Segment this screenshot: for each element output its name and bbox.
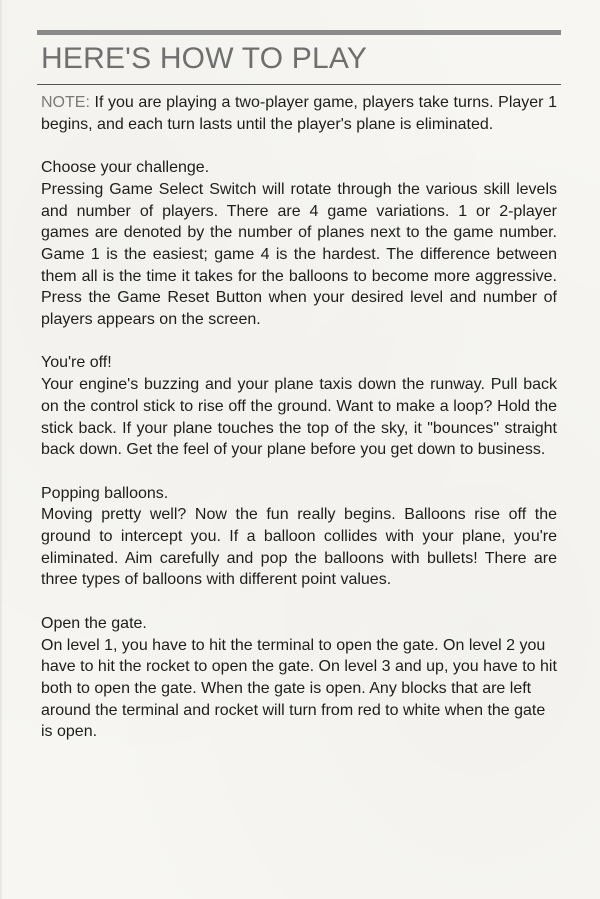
section-open-gate [41,613,557,743]
section-popping-balloons [41,483,557,592]
note-paragraph [41,92,557,135]
note-text: If you are playing a two-player game, players take turns. Player 1 begins, and each turn lasts until the player's plane is eliminated. [41,94,558,133]
heading-underline [37,84,561,85]
section-title: Open the gate. [41,614,147,632]
section-text: On level 1, you have to hit the terminal to open the gate. On level 2 you have to hit the rocket to open the gate. On level 3 and up, you have to hit both to open the gate. When the gate is open. Any blocks that are left around the terminal and rocket will turn from red to white when the gate is open. [41,636,557,741]
section-text: Moving pretty well? Now the fun really begins. Balloons rise off the ground to intercept you. If a balloon collides with your plane, you're eliminated. Aim carefully and pop the balloons with bullets! There are three types of balloons with different point values. [41,506,557,589]
section-text: Your engine's buzzing and your plane taxis down the runway. Pull back on the control stick to rise off the ground. Want to make a loop? Hold the stick back. If your plane touches the top of the sky, it "bounces" straight back down. Get the feel of your plane before you get down to business. [41,376,557,459]
page-heading: HERE'S HOW TO PLAY [41,42,368,75]
section-choose-challenge [41,157,557,331]
section-title: Popping balloons. [41,484,169,502]
section-title: You're off! [41,354,112,372]
note-label: NOTE: [41,94,90,111]
instructions-body [41,92,557,743]
page-edge-shadow [0,0,3,899]
section-title: Choose your challenge. [41,159,210,177]
section-youre-off [41,352,557,461]
section-text: Pressing Game Select Switch will rotate through the various skill levels and number of players. There are 4 game variations. 1 or 2-player games are denoted by the number of planes next to the game number. Game 1 is the easiest; game 4 is the hardest. The difference between them all is the time it takes for the balloons to become more aggressive. Press the Game Reset Button when your desired level and number of players appears on the screen. [41,180,557,329]
top-rule [37,30,561,35]
